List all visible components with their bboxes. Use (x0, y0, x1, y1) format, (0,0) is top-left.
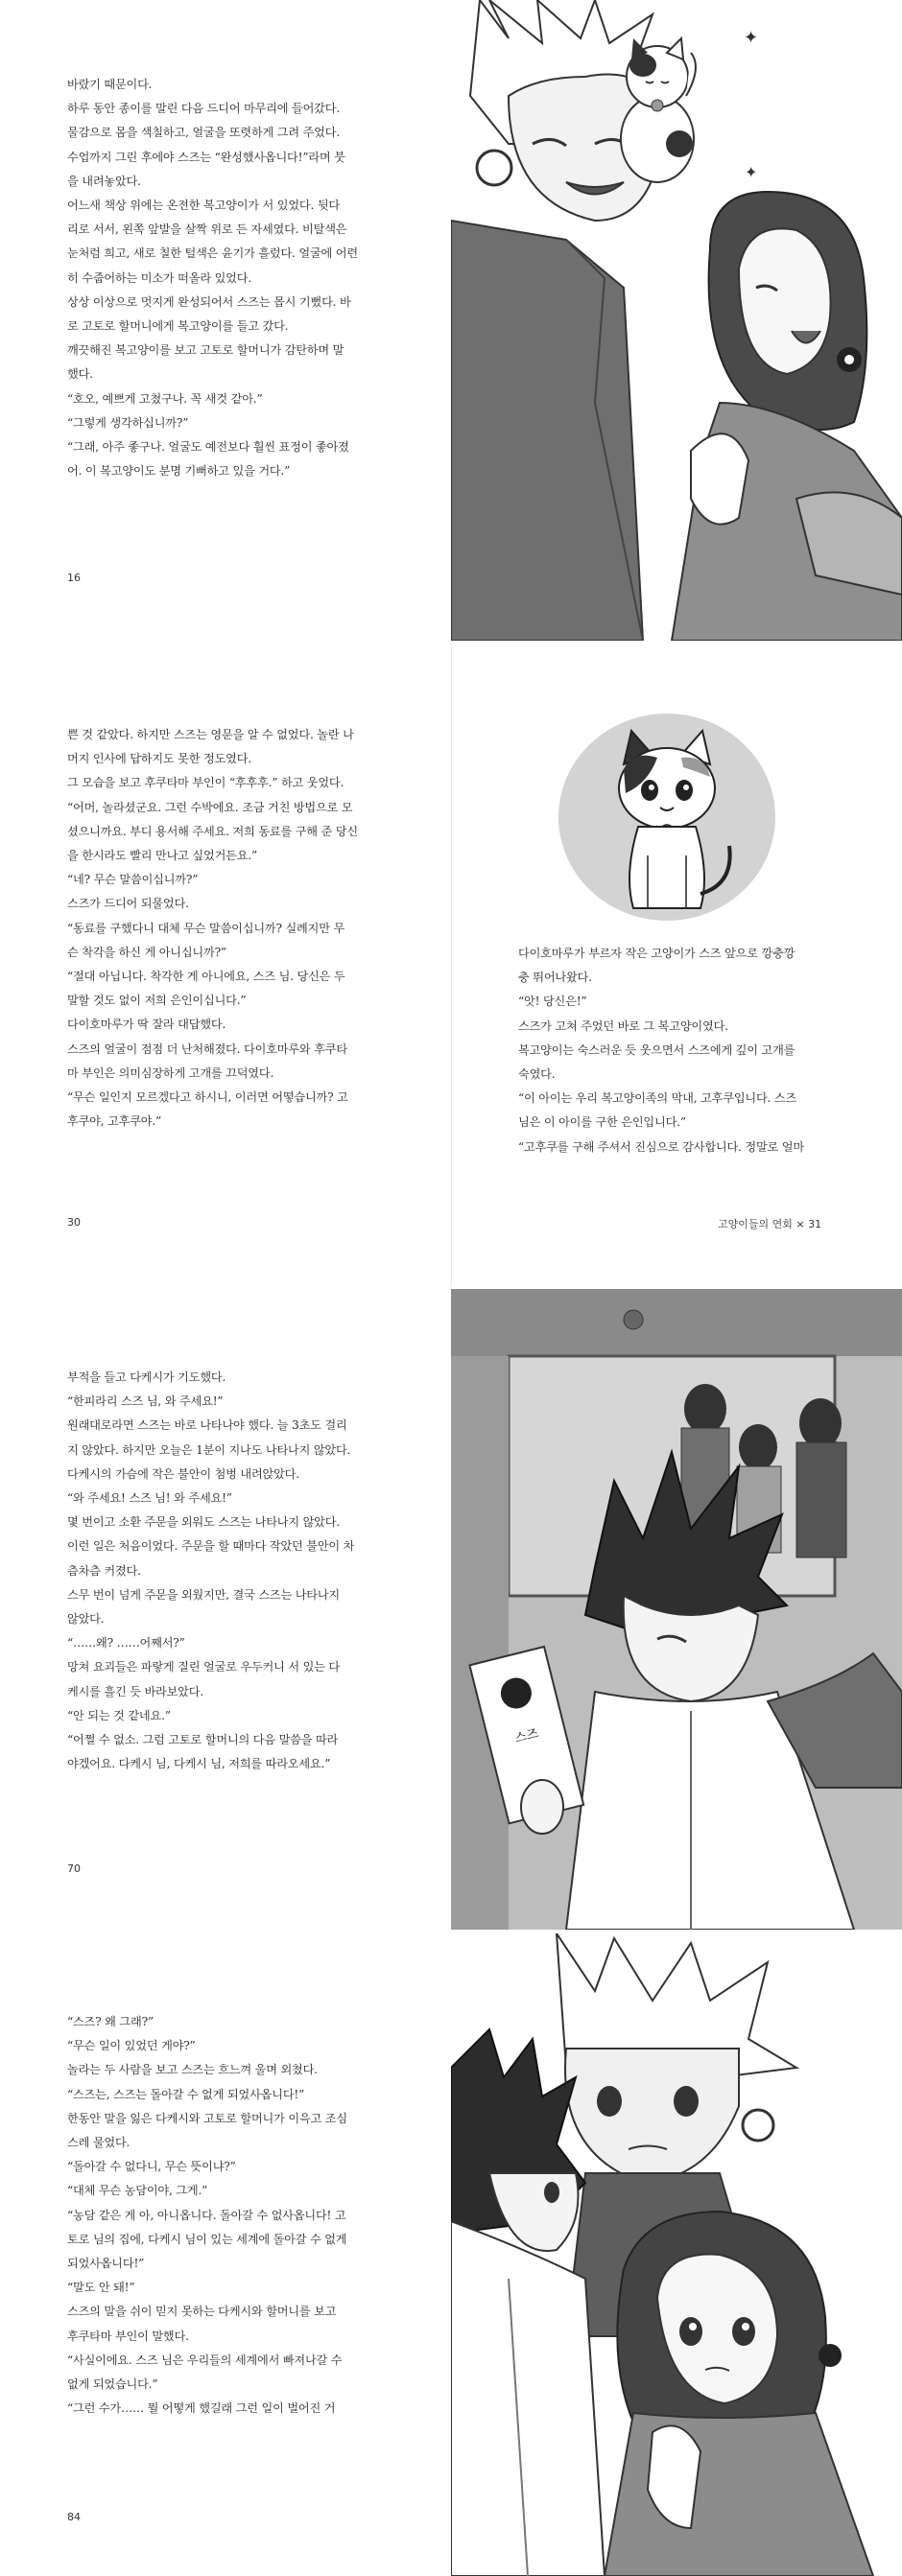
text-line: “앗! 당신은!” (518, 995, 587, 1009)
text-line: 깨끗해진 복고양이를 보고 고토로 할머니가 감탄하며 말 (67, 343, 344, 358)
text-line: 그 모습을 보고 후쿠타마 부인이 “후후후.” 하고 웃었다. (67, 776, 344, 790)
text-line: “농담 같은 게 아, 아니옵니다. 돌아갈 수 없사옵니다! 고 (67, 2208, 346, 2222)
page-number-right: 고양이들의 연회 × 31 (718, 1218, 822, 1230)
text-line: 마 부인은 의미심장하게 고개를 끄덕였다. (67, 1066, 274, 1080)
page-number: 84 (67, 2511, 81, 2523)
text-line: “그런 수가…… 뭘 어떻게 했길래 그런 일이 벌어진 거 (67, 2401, 336, 2416)
text-line: 원래대로라면 스즈는 바로 나타나야 했다. 늘 3초도 걸리 (67, 1418, 347, 1433)
page-number: 16 (67, 572, 81, 584)
text-line: 을 내려놓았다. (67, 174, 141, 188)
text-line: “네? 무슨 말씀이십니까?” (67, 873, 199, 887)
text-line: “돌아갈 수 없다니, 무슨 뜻이냐?” (67, 2160, 236, 2174)
text-line: 않았다. (67, 1612, 105, 1627)
text-line: 되었사옵니다!” (67, 2257, 145, 2271)
text-line: 수업까지 그린 후에야 스즈는 “완성했사옵니다!”라며 붓 (67, 150, 345, 164)
text-line: “스즈? 왜 그래?” (67, 2015, 154, 2028)
text-line: 놀라는 두 사람을 보고 스즈는 흐느껴 울며 외쳤다. (67, 2063, 318, 2077)
text-line: 부적을 들고 다케시가 기도했다. (67, 1370, 226, 1384)
illustration-old-man-maneki-neko-girl (451, 0, 902, 641)
talisman-text: 스즈 (513, 1726, 541, 1746)
text-line: 눈처럼 희고, 새로 칠한 털색은 윤기가 흘렀다. 얼굴에 어련 (67, 246, 358, 261)
body-text-p31 (518, 942, 804, 1159)
page-spread-4 (0, 1933, 902, 2576)
text-line: “……왜? ……어째서?” (67, 1636, 185, 1651)
page-spread-2 (0, 644, 902, 1285)
text-line: 없게 되었습니다.” (67, 2377, 158, 2392)
text-line: 스즈가 드디어 되물었다. (67, 897, 189, 911)
text-line: 스레 물었다. (67, 2136, 131, 2150)
page-gutter (451, 644, 452, 1285)
text-line: 슨 착각을 하신 게 아니십니까?” (67, 945, 226, 959)
text-line: 쁜 것 같았다. 하지만 스즈는 영문을 알 수 없었다. 놀란 나 (67, 728, 354, 741)
text-line: 몇 번이고 소환 주문을 외워도 스즈는 나타나지 않았다. (67, 1515, 341, 1530)
text-line: “무슨 일인지 모르겠다고 하시니, 이러면 어떻습니까? 고 (67, 1090, 348, 1105)
text-line: 케시를 흘긴 듯 바라보았다. (67, 1684, 204, 1698)
body-text-p84 (67, 2010, 347, 2421)
illustration-boy-with-talisman (451, 1289, 902, 1930)
body-text-p30 (67, 723, 358, 1134)
text-line: 지 않았다. 하지만 오늘은 1분이 지나도 나타나지 않았다. (67, 1442, 351, 1457)
text-line: 복고양이는 숙스러운 듯 웃으면서 스즈에게 깊이 고개를 (518, 1042, 795, 1057)
page-number: 70 (67, 1862, 81, 1875)
text-line: “호오, 예쁘게 고쳤구나. 꼭 새것 같아.” (67, 391, 263, 406)
text-line: 머지 인사에 답하지도 못한 정도였다. (67, 752, 251, 766)
text-line: “대체 무슨 농담이야, 그게.” (67, 2184, 208, 2198)
page-spread-3 (0, 1289, 902, 1930)
page-spread-1 (0, 0, 902, 641)
svg-text:✦: ✦ (744, 28, 759, 48)
text-line: “사실이에요. 스즈 님은 우리들의 세계에서 빠져나갈 수 (67, 2353, 343, 2367)
text-line: 다케시의 가슴에 작은 불안이 첨벙 내려앉았다. (67, 1466, 299, 1481)
text-line: 츰차츰 커졌다. (67, 1563, 141, 1578)
text-line: “안 되는 것 같네요.” (67, 1708, 171, 1722)
text-line: 스즈의 얼굴이 점점 더 난처해졌다. 다이호마루와 후쿠타 (67, 1042, 347, 1056)
text-line: 충 뛰어나왔다. (518, 971, 592, 985)
text-line: “말도 안 돼!” (67, 2281, 135, 2295)
text-line: “절대 아닙니다. 착각한 게 아니에요, 스즈 님. 당신은 두 (67, 970, 345, 984)
text-line: 다이호마루가 딱 잘라 대답했다. (67, 1018, 226, 1032)
text-line: 하루 동안 종이를 말린 다음 드디어 마무리에 들어갔다. (67, 102, 341, 116)
text-line: 로 고토로 할머니에게 복고양이를 들고 갔다. (67, 319, 289, 334)
text-line: 을 한시라도 빨리 만나고 싶었거든요.” (67, 849, 257, 863)
text-line: 리로 서서, 왼쪽 앞발을 살짝 위로 든 자세였다. 비탈색은 (67, 222, 347, 237)
text-line: 토로 님의 집에, 다케시 님이 있는 세계에 돌아갈 수 없게 (67, 2232, 347, 2246)
text-line: 상상 이상으로 멋지게 완성되어서 스즈는 몹시 기뻤다. 바 (67, 294, 351, 309)
text-line: 어느새 책상 위에는 온전한 복고양이가 서 있었다. 뒷다 (67, 199, 341, 213)
text-line: 님은 이 아이를 구한 은인입니다.” (518, 1115, 686, 1130)
text-line: 한동안 말을 잃은 다케시와 고토로 할머니가 이윽고 조심 (67, 2111, 347, 2125)
text-line: 스즈가 고쳐 주었던 바로 그 복고양이였다. (518, 1019, 728, 1033)
text-line: 말할 것도 없이 저희 은인이십니다.” (67, 994, 247, 1008)
svg-text:✦: ✦ (745, 163, 758, 181)
text-line: “그래, 아주 좋구나. 얼굴도 예전보다 훨씬 표정이 좋아졌 (67, 440, 349, 455)
text-line: “스즈는, 스즈는 돌아갈 수 없게 되었사옵니다!” (67, 2087, 305, 2101)
text-line: “고후쿠를 구해 주셔서 진심으로 감사합니다. 정말로 얼마 (518, 1139, 804, 1154)
text-line: “그렇게 생각하십니까?” (67, 415, 189, 430)
text-line: 바랐기 때문이다. (67, 78, 153, 91)
text-line: 했다. (67, 367, 93, 382)
text-line: 이런 일은 처음이었다. 주문을 할 때마다 작았던 불안이 차 (67, 1539, 355, 1554)
text-line: 물감으로 몸을 색칠하고, 얼굴을 또렷하게 그려 주었다. (67, 126, 341, 140)
text-line: “와 주세요! 스즈 님! 와 주세요!” (67, 1491, 232, 1506)
illustration-calico-cat (557, 712, 777, 923)
text-line: 후쿠타마 부인이 말했다. (67, 2329, 189, 2343)
text-line: “동료를 구했다니 대체 무슨 말씀이십니까? 실례지만 무 (67, 921, 345, 935)
text-line: 숙였다. (518, 1067, 556, 1082)
text-line: 셨으니까요. 부디 용서해 주세요. 저희 동료를 구해 준 당신 (67, 824, 358, 838)
text-line: 후쿠야, 고후쿠야.” (67, 1114, 162, 1129)
text-line: “한피라리 스즈 님, 와 주세요!” (67, 1394, 224, 1409)
text-line: 히 수줍어하는 미소가 떠올라 있었다. (67, 270, 251, 285)
body-text-p16 (67, 73, 358, 483)
text-line: “이 아이는 우리 복고양이족의 막내, 고후쿠입니다. 스즈 (518, 1091, 797, 1106)
text-line: “무슨 일이 있었던 게야?” (67, 2039, 196, 2053)
text-line: 어. 이 복고양이도 분명 기뻐하고 있을 거다.” (67, 464, 291, 479)
text-line: 스무 번이 넘게 주문을 외웠지만, 결국 스즈는 나타나지 (67, 1587, 341, 1602)
text-line: 망쳐 요괴들은 파랗게 질린 얼굴로 우두커니 서 있는 다 (67, 1660, 341, 1674)
text-line: 스즈의 말을 쉬이 믿지 못하는 다케시와 할머니를 보고 (67, 2305, 337, 2319)
text-line: 다이호마루가 부르자 작은 고양이가 스즈 앞으로 깡충깡 (518, 947, 795, 960)
page-number-left: 30 (67, 1216, 81, 1229)
text-line: “어쩔 수 없소. 그럼 고토로 할머니의 다음 말씀을 따라 (67, 1733, 339, 1747)
text-line: “어머, 놀라셨군요. 그런 수박에요. 조금 거친 방법으로 모 (67, 800, 353, 814)
text-line: 야겠어요. 다케시 님, 다케시 님, 저희를 따라오세요.” (67, 1757, 331, 1771)
illustration-boy-old-woman-girl (451, 1933, 902, 2576)
body-text-p70 (67, 1366, 354, 1776)
